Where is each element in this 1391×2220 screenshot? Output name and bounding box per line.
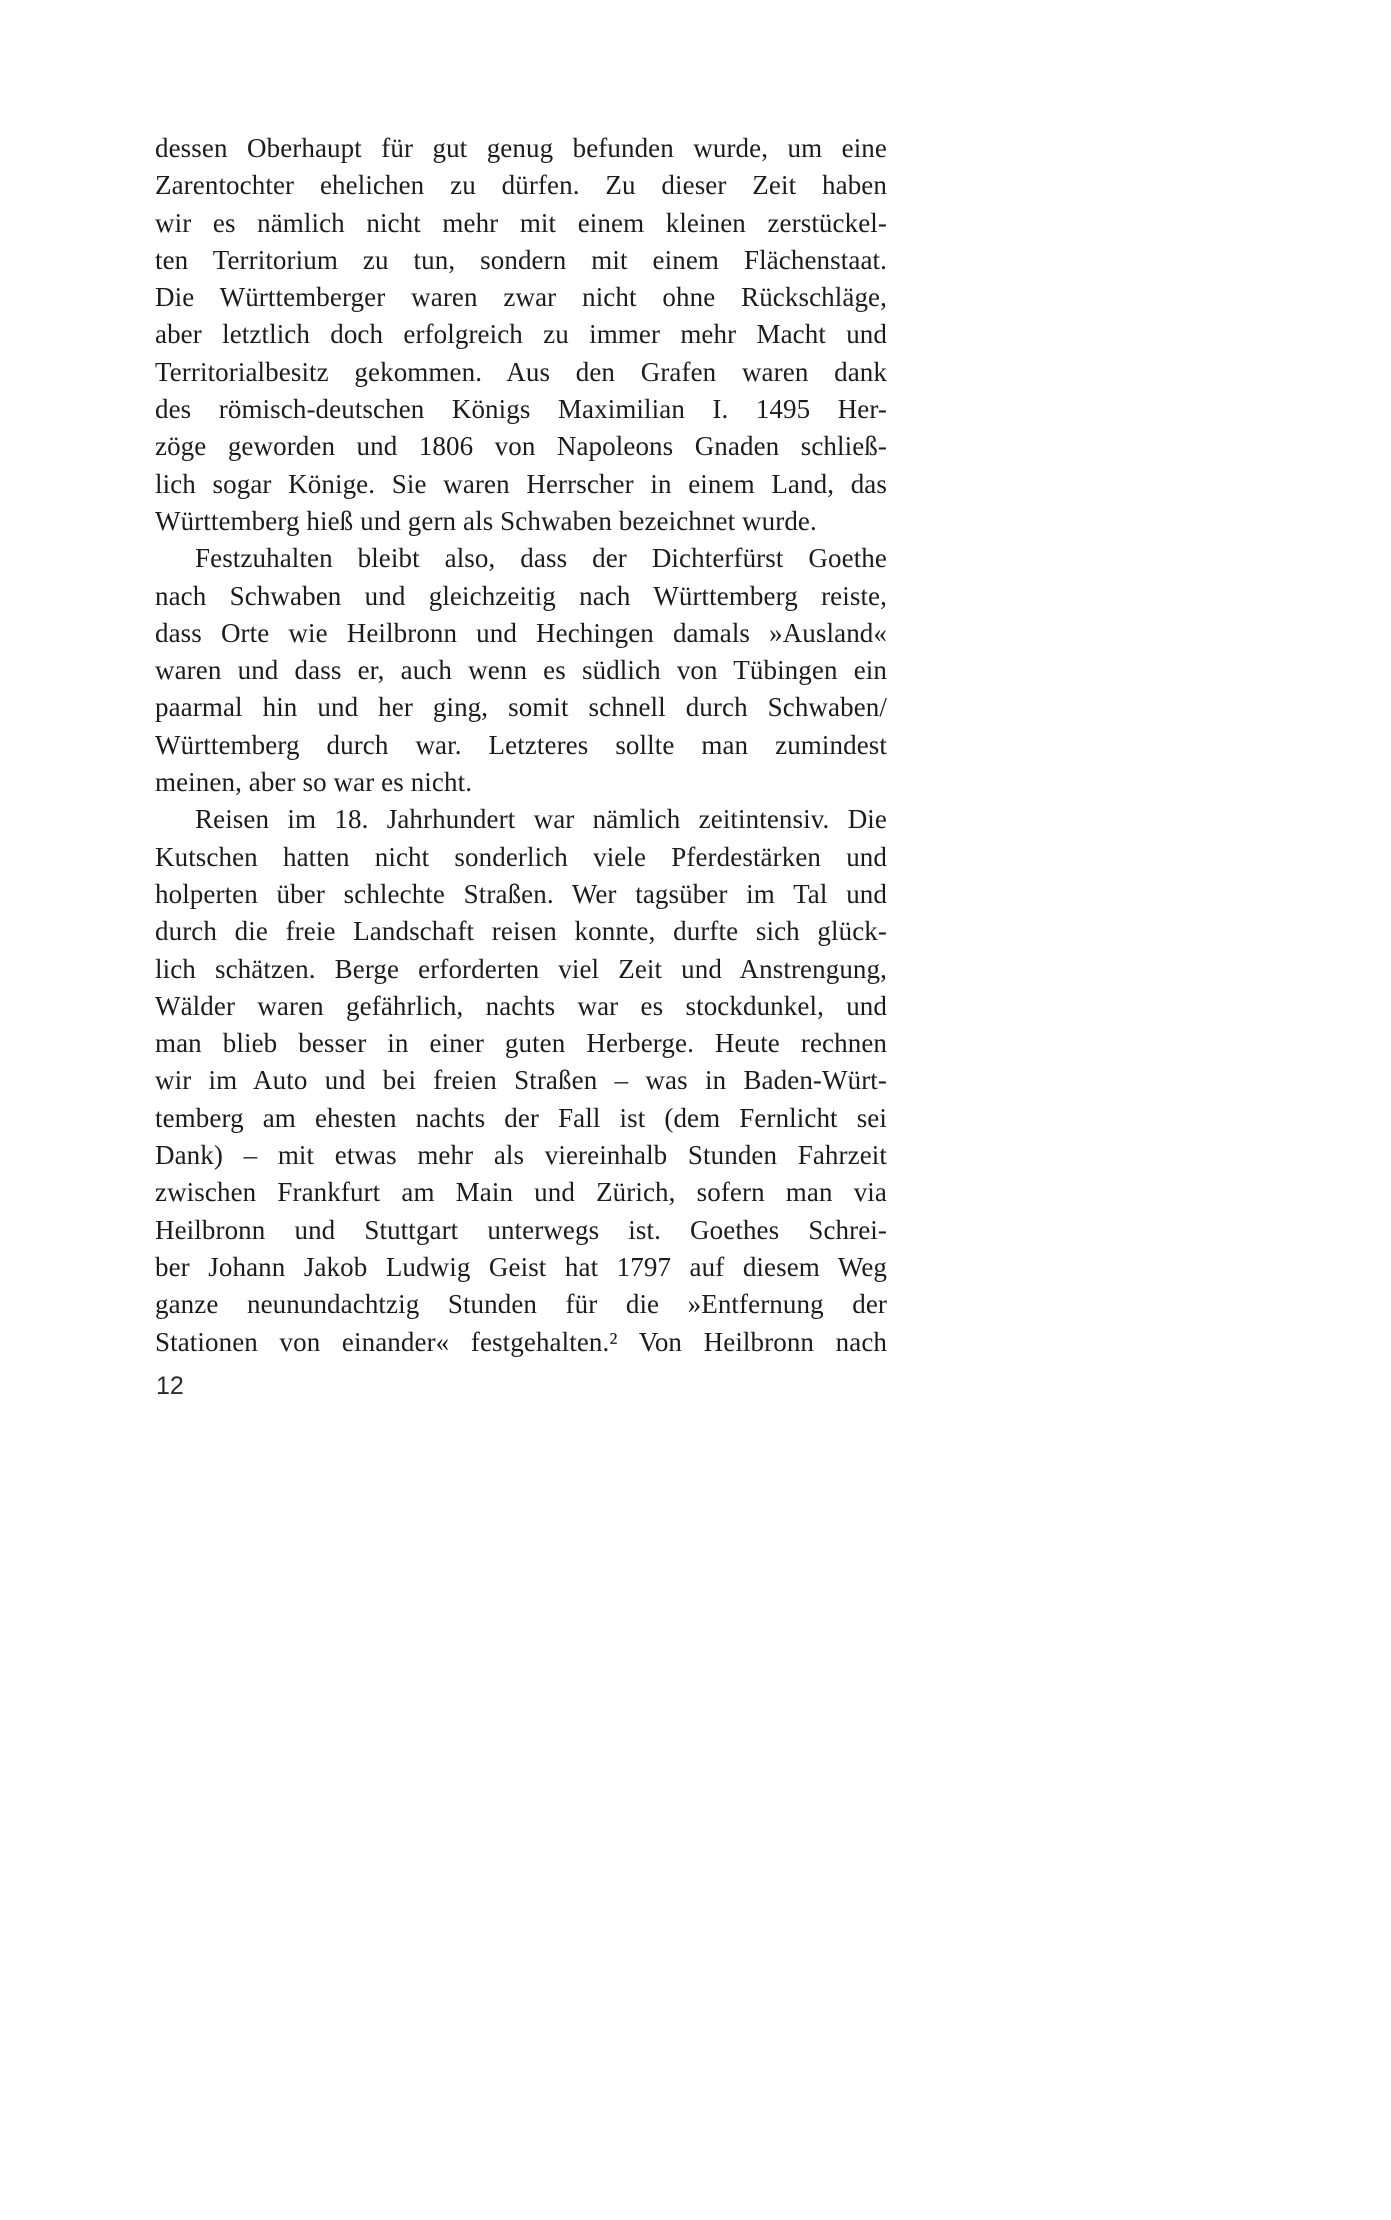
text-line: dass Orte wie Heilbronn und Hechingen damals »Ausland« xyxy=(155,617,887,648)
text-line: Kutschen hatten nicht sonderlich viele Pferdestärken und xyxy=(155,841,887,872)
text-line: holperten über schlechte Straßen. Wer tagsüber im Tal und xyxy=(155,878,887,909)
text-line: wir im Auto und bei freien Straßen – was in Baden-Würt- xyxy=(155,1065,887,1096)
text-line: ten Territorium zu tun, sondern mit einem Flächenstaat. xyxy=(155,244,887,275)
text-line: waren und dass er, auch wenn es südlich von Tübingen ein xyxy=(155,655,887,686)
text-line: Stationen von einander« festgehalten.² Von Heilbronn nach xyxy=(155,1326,887,1357)
text-line: Wälder waren gefährlich, nachts war es stockdunkel, und xyxy=(155,990,887,1021)
text-line: man blieb besser in einer guten Herberge. Heute rechnen xyxy=(155,1028,887,1059)
text-line: paarmal hin und her ging, somit schnell durch Schwaben/ xyxy=(155,692,887,723)
text-line: Württemberg hieß und gern als Schwaben bezeichnet wurde. xyxy=(155,505,817,536)
body-text xyxy=(155,130,887,1361)
text-line: meinen, aber so war es nicht. xyxy=(155,767,473,798)
text-line: Die Württemberger waren zwar nicht ohne Rückschläge, xyxy=(155,282,887,313)
text-line: temberg am ehesten nachts der Fall ist (dem Fernlicht sei xyxy=(155,1102,887,1133)
text-line: nach Schwaben und gleichzeitig nach Württemberg reiste, xyxy=(155,580,887,611)
text-line: wir es nämlich nicht mehr mit einem kleinen zerstückel- xyxy=(155,207,887,238)
text-line: Territorialbesitz gekommen. Aus den Grafen waren dank xyxy=(155,356,887,387)
text-line: ber Johann Jakob Ludwig Geist hat 1797 auf diesem Weg xyxy=(155,1251,887,1282)
text-line: aber letztlich doch erfolgreich zu immer mehr Macht und xyxy=(155,319,887,350)
text-line: dessen Oberhaupt für gut genug befunden wurde, um eine xyxy=(155,133,887,163)
text-line: Festzuhalten bleibt also, dass der Dichterfürst Goethe xyxy=(195,543,887,574)
text-line: zöge geworden und 1806 von Napoleons Gnaden schließ- xyxy=(155,431,887,462)
text-line: Heilbronn und Stuttgart unterwegs ist. Goethes Schrei- xyxy=(155,1214,887,1245)
text-line: lich sogar Könige. Sie waren Herrscher in einem Land, das xyxy=(155,468,887,499)
text-line: Zarentochter ehelichen zu dürfen. Zu dieser Zeit haben xyxy=(155,170,887,201)
text-line: zwischen Frankfurt am Main und Zürich, sofern man via xyxy=(155,1177,887,1208)
page-number: 12 xyxy=(156,1372,184,1400)
text-line: des römisch-deutschen Königs Maximilian I. 1495 Her- xyxy=(155,394,887,425)
text-line: Dank) – mit etwas mehr als viereinhalb Stunden Fahrzeit xyxy=(155,1140,887,1171)
text-line: ganze neunundachtzig Stunden für die »Entfernung der xyxy=(155,1289,887,1320)
text-line: Reisen im 18. Jahrhundert war nämlich zeitintensiv. Die xyxy=(195,804,887,835)
text-line: durch die freie Landschaft reisen konnte, durfte sich glück- xyxy=(155,916,887,947)
text-line: lich schätzen. Berge erforderten viel Zeit und Anstrengung, xyxy=(155,953,887,984)
text-line: Württemberg durch war. Letzteres sollte man zumindest xyxy=(155,729,887,760)
